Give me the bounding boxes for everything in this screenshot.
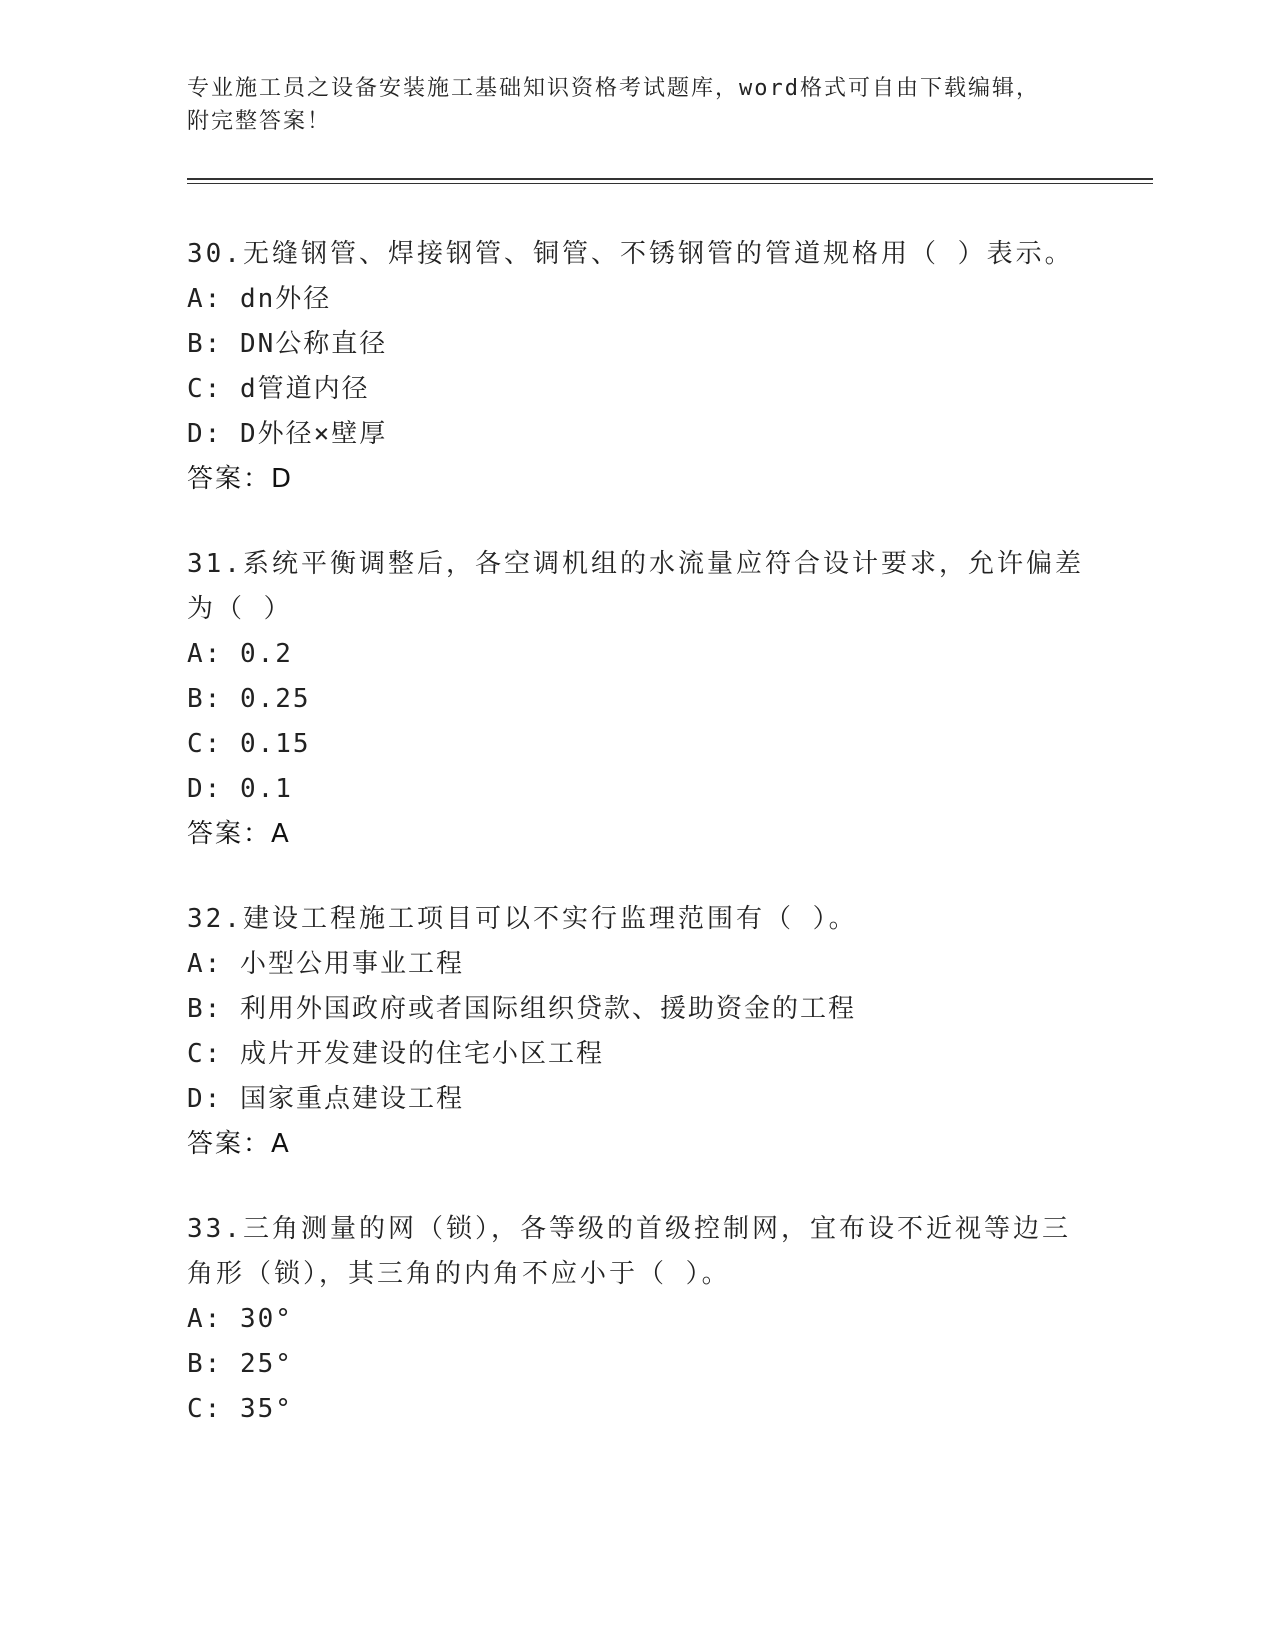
option-b: B: 25°	[187, 1349, 293, 1379]
question-stem: 31.系统平衡调整后，各空调机组的水流量应符合设计要求，允许偏差为（ ）	[187, 549, 1084, 624]
question-list	[187, 232, 1087, 1472]
option-a: A: 30°	[187, 1304, 293, 1334]
question-32	[187, 897, 1087, 1167]
question-33	[187, 1207, 1087, 1432]
option-b: B: 利用外国政府或者国际组织贷款、援助资金的工程	[187, 994, 856, 1024]
question-30	[187, 232, 1087, 502]
option-d: D: 0.1	[187, 774, 293, 804]
question-stem: 33.三角测量的网（锁），各等级的首级控制网，宜布设不近视等边三角形（锁），其三角的内角不应小于（ ）。	[187, 1214, 1071, 1289]
option-a: A: 0.2	[187, 639, 293, 669]
option-c: C: d管道内径	[187, 374, 370, 404]
option-c: C: 35°	[187, 1394, 293, 1424]
question-stem: 30.无缝钢管、焊接钢管、铜管、不锈钢管的管道规格用（ ）表示。	[187, 239, 1074, 269]
header-line-1: 专业施工员之设备安装施工基础知识资格考试题库，word格式可自由下载编辑，	[187, 76, 1040, 101]
question-stem: 32.建设工程施工项目可以不实行监理范围有（ ）。	[187, 904, 858, 934]
answer: 答案：A	[187, 1129, 291, 1159]
option-a: A: dn外径	[187, 284, 332, 314]
header-line-2: 附完整答案！	[187, 109, 332, 134]
document-header	[187, 72, 1087, 138]
answer: 答案：D	[187, 464, 294, 494]
header-divider-thick	[187, 178, 1153, 180]
option-d: D: D外径×壁厚	[187, 419, 388, 449]
question-31	[187, 542, 1087, 857]
option-a: A: 小型公用事业工程	[187, 949, 464, 979]
option-c: C: 0.15	[187, 729, 311, 759]
answer: 答案：A	[187, 819, 291, 849]
option-b: B: DN公称直径	[187, 329, 388, 359]
option-c: C: 成片开发建设的住宅小区工程	[187, 1039, 604, 1069]
header-divider-thin	[187, 183, 1153, 184]
option-d: D: 国家重点建设工程	[187, 1084, 464, 1114]
option-b: B: 0.25	[187, 684, 311, 714]
